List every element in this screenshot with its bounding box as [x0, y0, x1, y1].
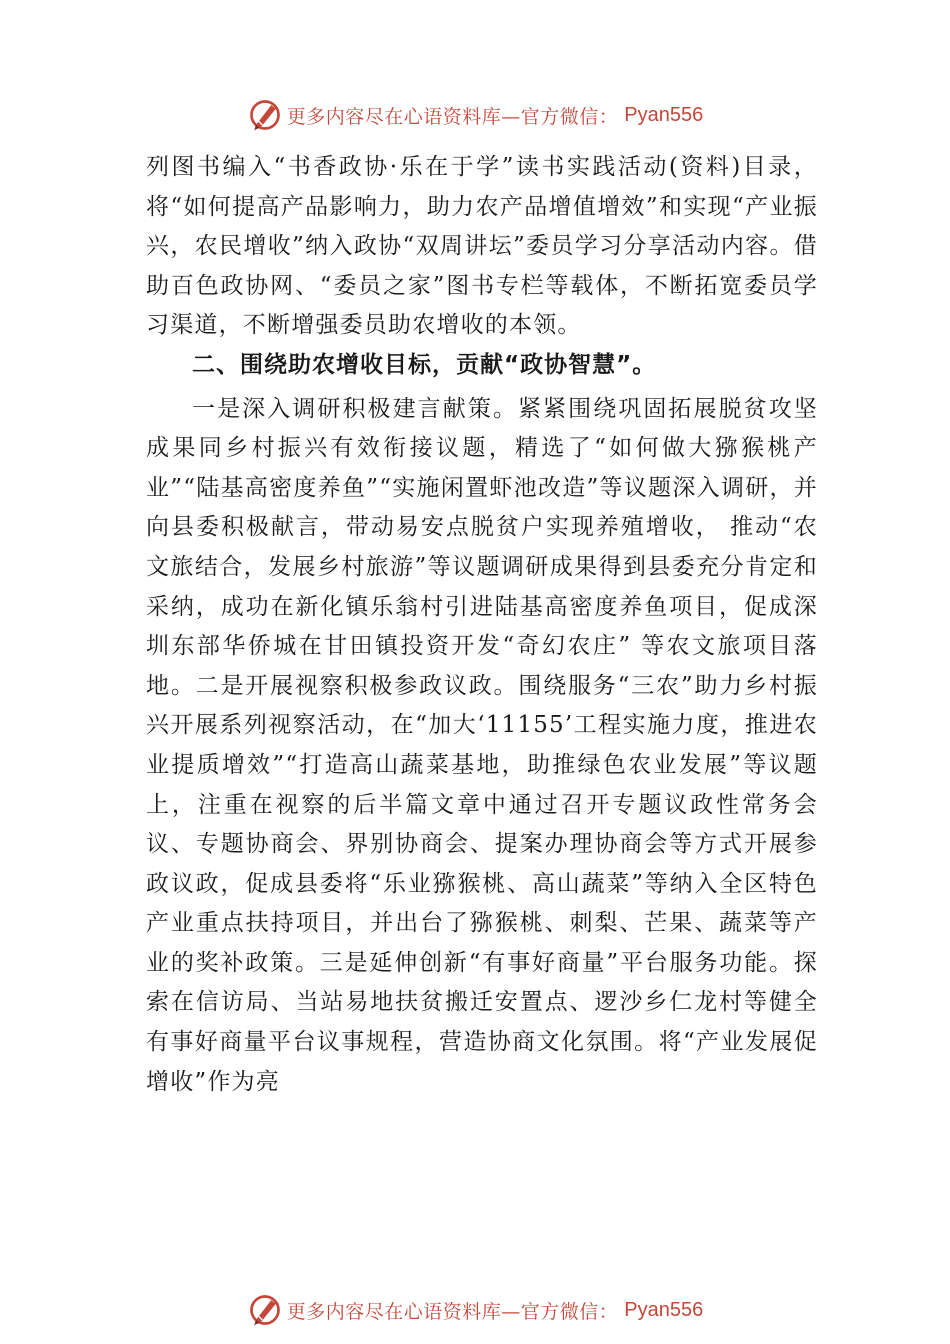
pen-logo-icon	[247, 1292, 283, 1328]
watermark-text: 更多内容尽在心语资料库—官方微信：	[286, 105, 619, 128]
paragraph-continuation: 列图书编入“书香政协·乐在于学”读书实践活动(资料)目录，将“如何提高产品影响力，助力农产品增值增效”和实现“产业振兴，农民增收”纳入政协“双周讲坛”委员学习分享活动内容。借助百色政协网、“委员之家”图书专栏等载体，不断拓宽委员学习渠道，不断增强委员助农增收的本领。	[146, 154, 818, 339]
section-heading: 二、围绕助农增收目标，贡献“政协智慧”。	[192, 351, 657, 378]
watermark-header	[0, 95, 950, 135]
watermark-text: 更多内容尽在心语资料库—官方微信：	[286, 1300, 619, 1323]
document-body	[146, 148, 818, 1102]
watermark-wechat-id: Pyan556	[624, 103, 704, 126]
pen-logo-icon	[247, 97, 283, 133]
watermark-footer	[0, 1290, 950, 1330]
watermark-wechat-id: Pyan556	[624, 1298, 704, 1321]
paragraph-body: 一是深入调研积极建言献策。紧紧围绕巩固拓展脱贫攻坚成果同乡村振兴有效衔接议题，精选了“如何做大猕猴桃产业”“陆基高密度养鱼”“实施闲置虾池改造”等议题深入调研，并向县委积极献言，带动易安点脱贫户实现养殖增收， 推动“农文旅结合，发展乡村旅游”等议题调研成果得到县委充分肯定和采纳，成功在新化镇乐翁村引进陆基高密度养鱼项目，促成深圳东部华侨城在甘田镇投资开发“奇幻农庄” 等农文旅项目落地。二是开展视察积极参政议政。围绕服务“三农”助力乡村振兴开展系列视察活动，在“加大‘11155’工程实施力度，推进农业提质增效”“打造高山蔬菜基地，助推绿色农业发展”等议题上，注重在视察的后半篇文章中通过召开专题议政性常务会议、专题协商会、界别协商会、提案办理协商会等方式开展参政议政，促成县委将“乐业猕猴桃、高山蔬菜”等纳入全区特色产业重点扶持项目，并出台了猕猴桃、刺梨、芒果、蔬菜等产业的奖补政策。三是延伸创新“有事好商量”平台服务功能。探索在信访局、当站易地扶贫搬迁安置点、逻沙乡仁龙村等健全有事好商量平台议事规程，营造协商文化氛围。将“产业发展促增收”作为亮	[146, 395, 818, 1095]
